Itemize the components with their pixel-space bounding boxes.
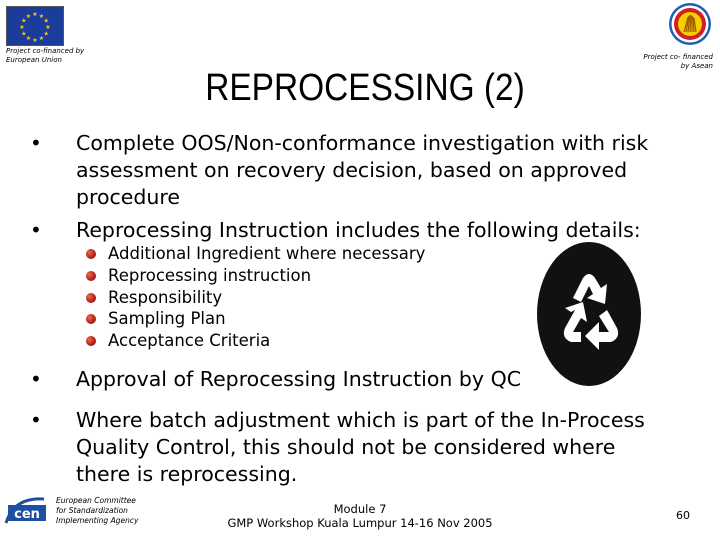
sub-bullet-icon [86,293,96,303]
svg-text:★: ★ [38,35,45,43]
sub-item-label: Responsibility [108,287,223,307]
svg-text:★: ★ [21,30,27,38]
sub-list-item [86,243,425,265]
eu-stars [7,7,63,45]
bullet-text [76,407,690,488]
bullet-line: procedure [76,185,181,209]
cen-logo-text: cen [14,507,40,522]
bullet-dot: • [30,408,42,432]
bullet-line: Complete OOS/Non-conformance investigation with risk [76,131,649,155]
svg-text:★: ★ [45,24,51,31]
sub-list-item [86,330,425,352]
sub-list-item [86,265,425,287]
bullet-item [30,130,690,211]
sub-item-label: Additional Ingredient where necessary [108,244,426,263]
svg-text:★: ★ [32,11,38,18]
bullet-item [30,407,690,488]
bullet-dot: • [30,131,42,155]
bullet-line: Approval of Reprocessing Instruction by QC [76,367,522,391]
bullet-text [76,366,690,393]
footer-workshop: GMP Workshop Kuala Lumpur 14-16 Nov 2005 [227,516,493,530]
bullet-line: assessment on recovery decision, based on approved [76,158,628,182]
sub-list [86,243,425,352]
svg-text:★: ★ [25,35,32,43]
asean-emblem-icon [668,2,712,46]
svg-text:★: ★ [43,17,49,25]
bullet-line: Reprocessing Instruction includes the following details: [76,218,641,242]
eu-caption-line: Project co-financed by [6,47,85,55]
footer-center [220,502,500,530]
asean-caption-line: by Asean [680,62,713,70]
cen-caption-line: European Committee [56,496,136,505]
bullet-text [76,130,690,211]
footer-module: Module 7 [333,502,387,516]
sub-item-label: Acceptance Criteria [108,331,271,351]
asean-caption [643,53,713,71]
asean-caption-line: Project co- financed [643,53,713,61]
sub-item-label: Sampling Plan [108,309,226,329]
bullet-line: Where batch adjustment which is part of the In-Process [76,408,645,432]
sub-bullet-icon [86,336,96,346]
svg-text:★: ★ [38,12,45,20]
svg-text:★: ★ [21,17,27,25]
svg-text:★: ★ [25,12,32,20]
svg-text:★: ★ [43,30,49,38]
sub-list-item [86,308,425,330]
page-title: REPROCESSING (2) [205,67,525,109]
sub-bullet-icon [86,249,96,259]
eu-caption-line: European Union [6,56,62,64]
sub-list-item [86,287,425,309]
sub-bullet-icon [86,271,96,281]
sub-bullet-icon [86,314,96,324]
cen-caption [56,496,138,526]
bullet-dot: • [30,218,42,242]
svg-text:★: ★ [19,24,25,31]
bullet-line: there is reprocessing. [76,462,298,486]
bullet-line: Quality Control, this should not be considered where [76,435,616,459]
page-number: 60 [676,509,690,522]
cen-caption-line: for Standardization [56,506,128,515]
bullet-item [30,366,690,393]
bullet-dot: • [30,367,42,391]
cen-logo-icon [4,493,50,529]
eu-flag-icon [6,6,64,46]
svg-text:★: ★ [32,37,38,44]
cen-caption-line: Implementing Agency [56,516,139,525]
eu-caption [6,47,84,65]
sub-item-label: Reprocessing instruction [108,265,312,285]
